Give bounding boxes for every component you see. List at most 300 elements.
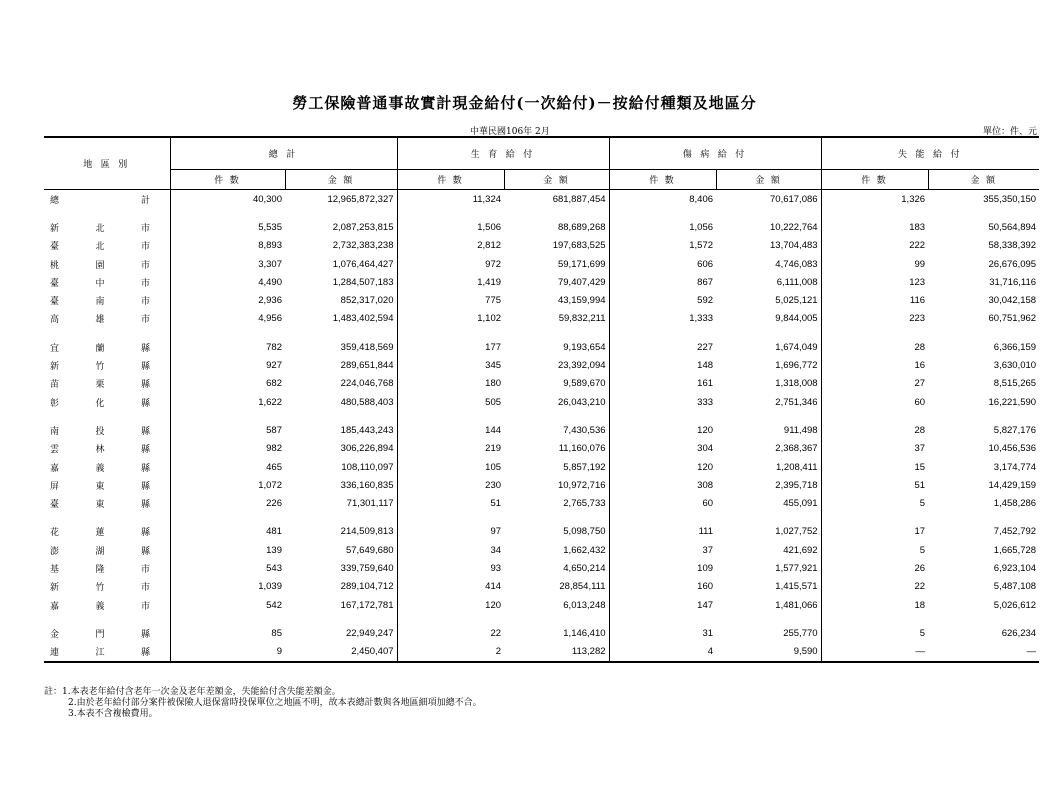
count-cell: 9 <box>170 643 285 662</box>
sub-header-count: 件 數 <box>821 170 928 190</box>
region-char: 竹 <box>95 583 105 594</box>
count-cell: 2,812 <box>397 237 504 255</box>
count-cell: 333 <box>609 393 716 411</box>
amount-cell: 23,392,094 <box>557 360 606 372</box>
count-cell: 37 <box>821 440 928 458</box>
region-char: 縣 <box>140 426 150 437</box>
region-char: 市 <box>140 583 150 594</box>
spacer-cell <box>397 513 504 523</box>
footnote-2: 2.由於老年給付部分案件被保險人退保當時投保單位之地區不明，故本表總計數與各地區細項加總不合。 <box>68 698 482 708</box>
count-cell: 27 <box>821 375 928 393</box>
table-row <box>44 523 1039 541</box>
table-row <box>44 578 1039 596</box>
region-char: 投 <box>95 426 105 437</box>
unit-label: 單位：件、元 <box>982 127 1037 137</box>
count-cell: 219 <box>397 440 504 458</box>
spacer-cell <box>44 411 170 421</box>
region-cell <box>44 458 170 476</box>
region-char: 金 <box>50 629 60 640</box>
amount-cell: 7,430,536 <box>563 424 606 436</box>
spacer-cell <box>928 614 1039 624</box>
table-row <box>44 559 1039 577</box>
count-cell: 1,072 <box>170 476 285 494</box>
count-cell: 304 <box>609 440 716 458</box>
region-name <box>50 396 150 409</box>
count-cell: 5 <box>821 624 928 642</box>
region-char: 市 <box>140 601 150 612</box>
region-cell <box>44 255 170 273</box>
region-char: 澎 <box>50 546 60 557</box>
count-cell: — <box>821 643 928 662</box>
count-cell: 587 <box>170 421 285 439</box>
amount-cell: 50,564,894 <box>988 221 1037 233</box>
count-cell: 28 <box>821 338 928 356</box>
sub-header-amount: 金 額 <box>285 170 397 190</box>
region-name <box>50 341 150 354</box>
spacer-cell <box>716 513 821 523</box>
count-cell: 1,506 <box>397 218 504 236</box>
spacer-cell <box>170 411 285 421</box>
region-cell <box>44 291 170 309</box>
amount-cell: 5,098,750 <box>563 526 606 538</box>
spacer-cell <box>609 328 716 338</box>
sub-header-count: 件 數 <box>397 170 504 190</box>
amount-cell: 1,146,410 <box>563 627 606 639</box>
region-char: 屏 <box>50 481 60 492</box>
amount-cell: 2,751,346 <box>775 396 818 408</box>
spacer-cell <box>397 614 504 624</box>
spacer-row <box>44 411 1039 421</box>
amount-cell: 58,338,392 <box>988 240 1037 252</box>
amount-cell: 6,111,008 <box>776 276 818 288</box>
amount-cell: 1,284,507,183 <box>332 276 394 288</box>
report-title: 勞工保險普通事故實計現金給付(一次給付)－按給付種類及地區分 <box>292 94 757 112</box>
region-char: 化 <box>95 398 105 409</box>
sub-header-count: 件 數 <box>609 170 716 190</box>
count-cell: 34 <box>397 541 504 559</box>
amount-cell: 421,692 <box>783 544 818 556</box>
spacer-cell <box>928 208 1039 218</box>
count-cell: 139 <box>170 541 285 559</box>
table-row <box>44 624 1039 642</box>
region-char: 總 <box>50 195 60 206</box>
spacer-cell <box>716 328 821 338</box>
spacer-cell <box>609 513 716 523</box>
amount-cell: 1,481,066 <box>775 599 818 611</box>
count-cell: 120 <box>397 596 504 614</box>
sub-header-amount: 金 額 <box>504 170 609 190</box>
count-cell: 26 <box>821 559 928 577</box>
spacer-cell <box>504 208 609 218</box>
spacer-row <box>44 614 1039 624</box>
spacer-cell <box>928 513 1039 523</box>
count-cell: 15 <box>821 458 928 476</box>
footnote-1: 1.本表老年給付含老年一次金及老年差額金，失能給付含失能差額金。 <box>62 687 341 697</box>
sub-header-count: 件 數 <box>170 170 285 190</box>
region-cell <box>44 338 170 356</box>
count-cell: 4,956 <box>170 310 285 328</box>
region-name <box>50 359 150 372</box>
amount-cell: 2,395,718 <box>775 479 818 491</box>
region-char: 林 <box>95 445 105 456</box>
region-cell <box>44 421 170 439</box>
region-char: 縣 <box>140 629 150 640</box>
region-char: 彰 <box>50 398 60 409</box>
count-cell: 60 <box>821 393 928 411</box>
amount-cell: 480,588,403 <box>340 396 394 408</box>
count-cell: 542 <box>170 596 285 614</box>
region-char: 縣 <box>140 380 150 391</box>
count-cell: 5 <box>821 494 928 512</box>
region-char: 湖 <box>95 546 105 557</box>
count-cell: 5,535 <box>170 218 285 236</box>
footnote-3: 3.本表不含複檢費用。 <box>68 709 158 719</box>
amount-cell: 255,770 <box>783 627 818 639</box>
amount-cell: 2,450,407 <box>285 643 397 662</box>
count-cell: 1,419 <box>397 273 504 291</box>
count-cell: 11,324 <box>397 190 504 209</box>
region-char: 縣 <box>140 343 150 354</box>
count-cell: 18 <box>821 596 928 614</box>
count-cell: 226 <box>170 494 285 512</box>
region-char: 花 <box>50 528 60 539</box>
region-char: 宜 <box>50 343 60 354</box>
amount-cell: 10,972,716 <box>557 479 606 491</box>
region-cell <box>44 273 170 291</box>
spacer-cell <box>504 614 609 624</box>
amount-cell: 30,042,158 <box>988 295 1037 307</box>
table-row <box>44 643 1039 662</box>
spacer-cell <box>609 411 716 421</box>
benefits-table <box>44 136 1039 663</box>
amount-cell: 1,415,571 <box>775 581 818 593</box>
count-cell: 682 <box>170 375 285 393</box>
region-name <box>50 221 150 234</box>
amount-cell: 26,676,095 <box>988 258 1037 270</box>
region-name <box>50 627 150 640</box>
region-char: 栗 <box>95 380 105 391</box>
spacer-row <box>44 513 1039 523</box>
count-cell: 144 <box>397 421 504 439</box>
region-char: 北 <box>95 242 105 253</box>
count-cell: 99 <box>821 255 928 273</box>
count-cell: 183 <box>821 218 928 236</box>
amount-cell: 1,318,008 <box>775 378 818 390</box>
region-cell <box>44 541 170 559</box>
spacer-cell <box>170 208 285 218</box>
spacer-cell <box>397 328 504 338</box>
footnotes <box>44 687 482 720</box>
table-row <box>44 291 1039 309</box>
amount-cell: 14,429,159 <box>988 479 1037 491</box>
spacer-cell <box>285 411 397 421</box>
count-cell: 972 <box>397 255 504 273</box>
table-row <box>44 237 1039 255</box>
count-cell: 414 <box>397 578 504 596</box>
table-row <box>44 310 1039 328</box>
amount-cell: 5,026,612 <box>993 599 1037 611</box>
count-cell: 97 <box>397 523 504 541</box>
region-char: 市 <box>140 564 150 575</box>
count-cell: 111 <box>609 523 716 541</box>
region-char: 新 <box>50 223 60 234</box>
amount-cell: 2,765,733 <box>563 498 606 510</box>
spacer-cell <box>285 208 397 218</box>
count-cell: 2 <box>397 643 504 662</box>
region-char: 新 <box>50 362 60 373</box>
amount-cell: 306,226,894 <box>340 443 394 455</box>
amount-cell: 2,368,367 <box>775 443 818 455</box>
region-char: 縣 <box>140 445 150 456</box>
region-char: 桃 <box>50 260 60 271</box>
table-row <box>44 273 1039 291</box>
count-cell: 31 <box>609 624 716 642</box>
amount-cell: 31,716,116 <box>989 276 1037 288</box>
count-cell: 8,893 <box>170 237 285 255</box>
group-header-sickness: 傷 病 給 付 <box>609 137 821 170</box>
table-row <box>44 356 1039 374</box>
region-char: 市 <box>140 315 150 326</box>
amount-cell: 289,651,844 <box>340 360 394 372</box>
region-cell <box>44 624 170 642</box>
region-cell <box>44 356 170 374</box>
table-row <box>44 476 1039 494</box>
table-row <box>44 393 1039 411</box>
spacer-cell <box>170 328 285 338</box>
region-char: 臺 <box>50 500 60 511</box>
region-name <box>50 258 150 271</box>
amount-cell: 4,746,083 <box>775 258 818 270</box>
count-cell: 1,572 <box>609 237 716 255</box>
amount-cell: 70,617,086 <box>770 193 818 205</box>
count-cell: 120 <box>609 421 716 439</box>
amount-cell: 355,350,150 <box>983 193 1037 205</box>
region-cell <box>44 494 170 512</box>
amount-cell: 1,027,752 <box>775 526 818 538</box>
region-header: 地 區 別 <box>44 137 170 190</box>
spacer-cell <box>504 411 609 421</box>
count-cell: 85 <box>170 624 285 642</box>
spacer-cell <box>44 513 170 523</box>
amount-cell: 214,509,813 <box>340 526 394 538</box>
amount-cell: 57,649,680 <box>345 544 394 556</box>
spacer-cell <box>716 411 821 421</box>
region-name <box>50 442 150 455</box>
count-cell: 345 <box>397 356 504 374</box>
count-cell: 481 <box>170 523 285 541</box>
spacer-cell <box>504 513 609 523</box>
region-char: 門 <box>95 629 105 640</box>
spacer-cell <box>821 208 928 218</box>
count-cell: 180 <box>397 375 504 393</box>
amount-cell: 5,487,108 <box>993 581 1037 593</box>
report-date: 中華民國106年 2月 <box>470 127 550 137</box>
region-char: 苗 <box>50 380 60 391</box>
count-cell: 4 <box>609 643 716 662</box>
region-cell <box>44 559 170 577</box>
region-name <box>50 239 150 252</box>
region-char: 新 <box>50 583 60 594</box>
amount-cell: 852,317,020 <box>340 295 394 307</box>
amount-cell: 10,222,764 <box>770 221 818 233</box>
count-cell: 5 <box>821 541 928 559</box>
amount-cell: 9,589,670 <box>563 378 606 390</box>
spacer-cell <box>44 614 170 624</box>
region-char: 縣 <box>140 398 150 409</box>
region-char: 義 <box>95 601 105 612</box>
table-row <box>44 494 1039 512</box>
amount-cell: 60,751,962 <box>988 313 1037 325</box>
region-name <box>50 645 150 658</box>
amount-cell: 59,832,211 <box>558 313 606 325</box>
count-cell: 105 <box>397 458 504 476</box>
amount-cell: 5,025,121 <box>775 295 818 307</box>
count-cell: 40,300 <box>170 190 285 209</box>
count-cell: 775 <box>397 291 504 309</box>
region-cell <box>44 218 170 236</box>
region-char: 高 <box>50 315 60 326</box>
count-cell: 592 <box>609 291 716 309</box>
amount-cell: 336,160,835 <box>340 479 394 491</box>
amount-cell: 1,208,411 <box>775 461 818 473</box>
region-char: 江 <box>95 648 105 659</box>
amount-cell: 1,665,728 <box>993 544 1037 556</box>
region-name <box>50 497 150 510</box>
count-cell: 2,936 <box>170 291 285 309</box>
amount-cell: 8,515,265 <box>993 378 1037 390</box>
count-cell: 543 <box>170 559 285 577</box>
count-cell: 51 <box>821 476 928 494</box>
count-cell: 230 <box>397 476 504 494</box>
footnote-line <box>44 687 482 698</box>
region-char: 縣 <box>140 481 150 492</box>
amount-cell: 197,683,525 <box>552 240 606 252</box>
amount-cell: 10,456,536 <box>988 443 1037 455</box>
spacer-cell <box>504 328 609 338</box>
region-cell <box>44 440 170 458</box>
amount-cell: 681,887,454 <box>552 193 606 205</box>
region-char: 嘉 <box>50 601 60 612</box>
region-name <box>50 562 150 575</box>
amount-cell: 224,046,768 <box>340 378 394 390</box>
region-char: 縣 <box>140 500 150 511</box>
region-cell <box>44 190 170 209</box>
spacer-cell <box>821 328 928 338</box>
count-cell: 227 <box>609 338 716 356</box>
table-row <box>44 338 1039 356</box>
sub-header-amount: 金 額 <box>928 170 1039 190</box>
count-cell: 982 <box>170 440 285 458</box>
region-char: 南 <box>95 297 105 308</box>
amount-cell: 5,857,192 <box>563 461 606 473</box>
region-char: 臺 <box>50 278 60 289</box>
count-cell: 1,326 <box>821 190 928 209</box>
region-name <box>50 276 150 289</box>
amount-cell: 11,160,076 <box>558 443 606 455</box>
footnote-label: 註： <box>44 687 63 697</box>
region-cell <box>44 578 170 596</box>
amount-cell: 13,704,483 <box>770 240 818 252</box>
table-row <box>44 255 1039 273</box>
count-cell: 606 <box>609 255 716 273</box>
count-cell: 37 <box>609 541 716 559</box>
count-cell: 120 <box>609 458 716 476</box>
count-cell: 160 <box>609 578 716 596</box>
region-name <box>50 312 150 325</box>
count-cell: 17 <box>821 523 928 541</box>
table-row <box>44 421 1039 439</box>
region-cell <box>44 393 170 411</box>
region-name <box>50 599 150 612</box>
region-name <box>50 294 150 307</box>
region-name <box>50 424 150 437</box>
region-char: 市 <box>140 223 150 234</box>
spacer-row <box>44 328 1039 338</box>
region-cell <box>44 523 170 541</box>
region-char: 連 <box>50 648 60 659</box>
region-char: 縣 <box>140 528 150 539</box>
spacer-cell <box>609 208 716 218</box>
region-char: 市 <box>140 260 150 271</box>
amount-cell: 7,452,792 <box>993 526 1037 538</box>
count-cell: 1,056 <box>609 218 716 236</box>
count-cell: 782 <box>170 338 285 356</box>
region-char: 東 <box>95 481 105 492</box>
region-char: 園 <box>95 260 105 271</box>
region-cell <box>44 375 170 393</box>
amount-cell: 9,193,654 <box>563 341 606 353</box>
count-cell: 308 <box>609 476 716 494</box>
spacer-cell <box>928 411 1039 421</box>
spacer-cell <box>285 513 397 523</box>
region-cell <box>44 643 170 662</box>
amount-cell: 1,458,286 <box>993 498 1037 510</box>
region-char: 縣 <box>140 362 150 373</box>
amount-cell: 43,159,994 <box>557 295 606 307</box>
region-name <box>50 544 150 557</box>
amount-cell: 9,844,005 <box>775 313 818 325</box>
amount-cell: 289,104,712 <box>340 581 394 593</box>
amount-cell: 185,443,243 <box>340 424 394 436</box>
region-name <box>50 525 150 538</box>
region-char: 市 <box>140 278 150 289</box>
region-char: 雄 <box>95 315 105 326</box>
spacer-cell <box>44 208 170 218</box>
table-row <box>44 440 1039 458</box>
table-row <box>44 218 1039 236</box>
total-row <box>44 190 1039 209</box>
group-header-maternity: 生 育 給 付 <box>397 137 609 170</box>
count-cell: 505 <box>397 393 504 411</box>
amount-cell: 113,282 <box>504 643 609 662</box>
spacer-cell <box>170 513 285 523</box>
count-cell: 1,039 <box>170 578 285 596</box>
region-char: 隆 <box>95 564 105 575</box>
region-char: 南 <box>50 426 60 437</box>
region-char: 縣 <box>140 546 150 557</box>
table-row <box>44 596 1039 614</box>
amount-cell: 626,234 <box>1001 627 1037 639</box>
count-cell: 465 <box>170 458 285 476</box>
group-header-total: 總 計 <box>170 137 397 170</box>
amount-cell: 359,418,569 <box>340 341 394 353</box>
amount-cell: 108,110,097 <box>341 461 394 473</box>
count-cell: 22 <box>397 624 504 642</box>
sub-header-amount: 金 額 <box>716 170 821 190</box>
count-cell: 927 <box>170 356 285 374</box>
amount-cell: 6,923,104 <box>993 562 1037 574</box>
spacer-cell <box>170 614 285 624</box>
